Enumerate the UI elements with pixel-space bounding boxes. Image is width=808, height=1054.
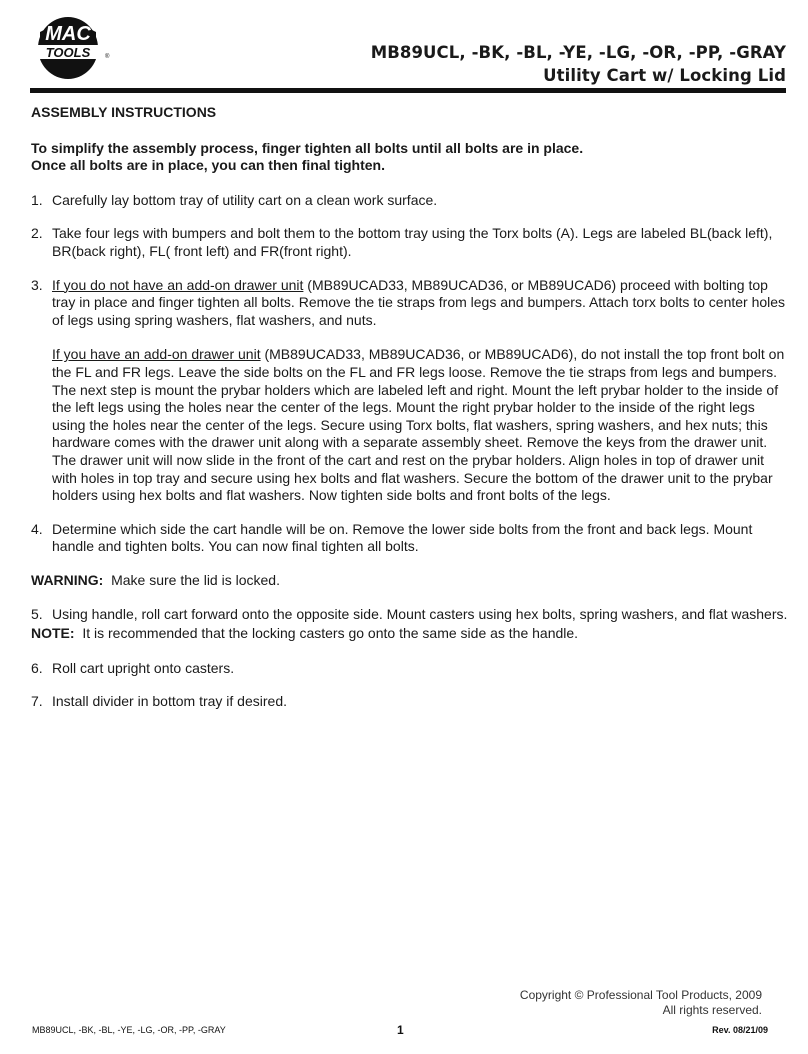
step-text: Determine which side the cart handle will be on. Remove the lower side bolts from the front and back legs. Mount handle and tighten bolts. You can now final tighten all bolts. xyxy=(52,520,753,555)
condition-no-drawer: If you do not have an add-on drawer unit xyxy=(52,276,304,293)
model-numbers: MB89UCL, -BK, -BL, -YE, -LG, -OR, -PP, -GRAY xyxy=(370,43,786,62)
revision-date: Rev. 08/21/09 xyxy=(712,1025,768,1035)
step-text: Take four legs with bumpers and bolt them to the bottom tray using the Torx bolts (A). Legs are labeled BL(back left), BR(back right), FL( front left) and FR(front right). xyxy=(52,225,773,259)
step-number: 7. xyxy=(31,693,43,710)
step-number: 4. xyxy=(31,520,43,537)
step-text: Install divider in bottom tray if desired. xyxy=(52,693,287,710)
step-number: 2. xyxy=(31,225,43,242)
mac-tools-logo xyxy=(30,12,112,82)
instructions xyxy=(31,104,791,727)
condition-with-drawer: If you have an add-on drawer unit xyxy=(52,346,261,363)
note-label: NOTE: xyxy=(31,625,75,642)
step-number: 6. xyxy=(31,659,43,676)
section-heading: ASSEMBLY INSTRUCTIONS xyxy=(31,104,217,120)
step-number: 5. xyxy=(31,606,43,623)
copyright-notice: Copyright © Professional Tool Products, 2009 All rights reserved. xyxy=(519,988,762,1017)
step-number: 3. xyxy=(31,276,43,293)
logo-top-text: MAC xyxy=(45,23,91,45)
caster-note xyxy=(31,625,791,643)
step-text: Using handle, roll cart forward onto the opposite side. Mount casters using hex bolts, spring washers, and flat washers. xyxy=(52,606,788,623)
step-5 xyxy=(31,606,791,624)
warning-note xyxy=(31,572,791,590)
warning-label: WARNING: xyxy=(31,571,104,588)
document-title xyxy=(371,41,786,87)
registered-mark: ® xyxy=(105,54,110,60)
step-4 xyxy=(31,521,791,556)
step-3-no-drawer: If you do not have an add-on drawer unit (MB89UCAD33, MB89UCAD36, or MB89UCAD6) proceed with bolting top tray in place and finger tighten all bolts. Remove the tie straps from legs and bumpers. Attach torx bolts to center holes of legs using spring washers, flat washers, and nuts. xyxy=(52,276,786,328)
footer-model: MB89UCL, -BK, -BL, -YE, -LG, -OR, -PP, -GRAY xyxy=(32,1025,226,1035)
step-3-with-drawer: If you have an add-on drawer unit (MB89UCAD33, MB89UCAD36, or MB89UCAD6), do not install the top front bolt on the FL and FR legs. Leave the side bolts on the FL and FR legs loose. Remove the tie straps from legs and bumpers. The next step is mount the prybar holders which are labeled left and right. Mount the left prybar holder to the inside of the left legs using the holes near the center of the legs. Mount the right prybar holder to the inside of the right legs using the holes near the center of the legs. Secure using Torx bolts, flat washers, spring washers, and hex nuts; this hardware comes with the drawer unit along with a separate assembly sheet. Remove the keys from the drawer unit. The drawer unit will now slide in the front of the cart and rest on the prybar holders. Align holes in top of drawer unit with holes in top tray and secure using hex bolts and flat washers. Secure the bottom of the drawer unit to the prybar holders using hex bolts and flat washers. Now tighten side bolts and front bolts of the legs. xyxy=(52,346,785,504)
warning-text: Make sure the lid is locked. xyxy=(111,571,280,588)
note-text: It is recommended that the locking casters go onto the same side as the handle. xyxy=(82,625,579,642)
step-1 xyxy=(31,192,791,210)
page-number: 1 xyxy=(397,1023,404,1037)
logo-bottom-text: TOOLS xyxy=(45,45,91,60)
step-6 xyxy=(31,660,791,678)
product-name: Utility Cart w/ Locking Lid xyxy=(543,66,786,85)
header-divider xyxy=(30,88,786,93)
step-number: 1. xyxy=(31,191,43,208)
step-7 xyxy=(31,693,791,711)
step-text: Roll cart upright onto casters. xyxy=(52,659,235,676)
intro-note: To simplify the assembly process, finger tighten all bolts until all bolts are in place. Once all bolts are in place, you can then final tighten. xyxy=(31,139,584,174)
step-text: Carefully lay bottom tray of utility cart on a clean work surface. xyxy=(52,191,438,208)
step-3 xyxy=(31,277,791,505)
step-2 xyxy=(31,225,791,260)
